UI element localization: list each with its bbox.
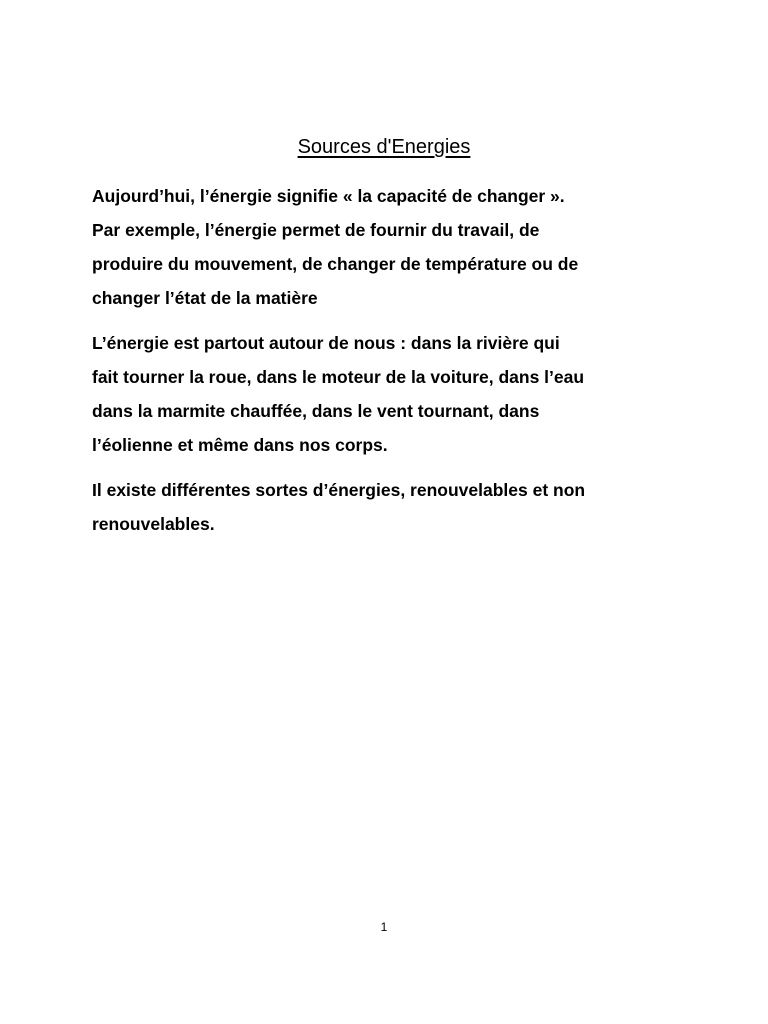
page-title: Sources d'Energies xyxy=(297,136,471,158)
paragraph-definition xyxy=(92,179,692,315)
paragraph-line: Aujourd’hui, l’énergie signifie « la capacité de changer ». xyxy=(92,186,565,206)
page-number: 1 xyxy=(380,920,388,934)
paragraph-line: L’énergie est partout autour de nous : dans la rivière qui xyxy=(92,333,560,353)
paragraph-examples xyxy=(92,326,692,462)
paragraph-line: Par exemple, l’énergie permet de fournir du travail, de xyxy=(92,220,540,240)
paragraph-line: changer l’état de la matière xyxy=(92,288,318,308)
paragraph-types xyxy=(92,473,692,541)
paragraph-line: renouvelables. xyxy=(92,514,215,534)
paragraph-line: produire du mouvement, de changer de température ou de xyxy=(92,254,579,274)
paragraph-line: Il existe différentes sortes d’énergies, renouvelables et non xyxy=(92,480,586,500)
paragraph-line: l’éolienne et même dans nos corps. xyxy=(92,435,388,455)
paragraph-line: dans la marmite chauffée, dans le vent tournant, dans xyxy=(92,401,540,421)
paragraph-line: fait tourner la roue, dans le moteur de la voiture, dans l’eau xyxy=(92,367,585,387)
